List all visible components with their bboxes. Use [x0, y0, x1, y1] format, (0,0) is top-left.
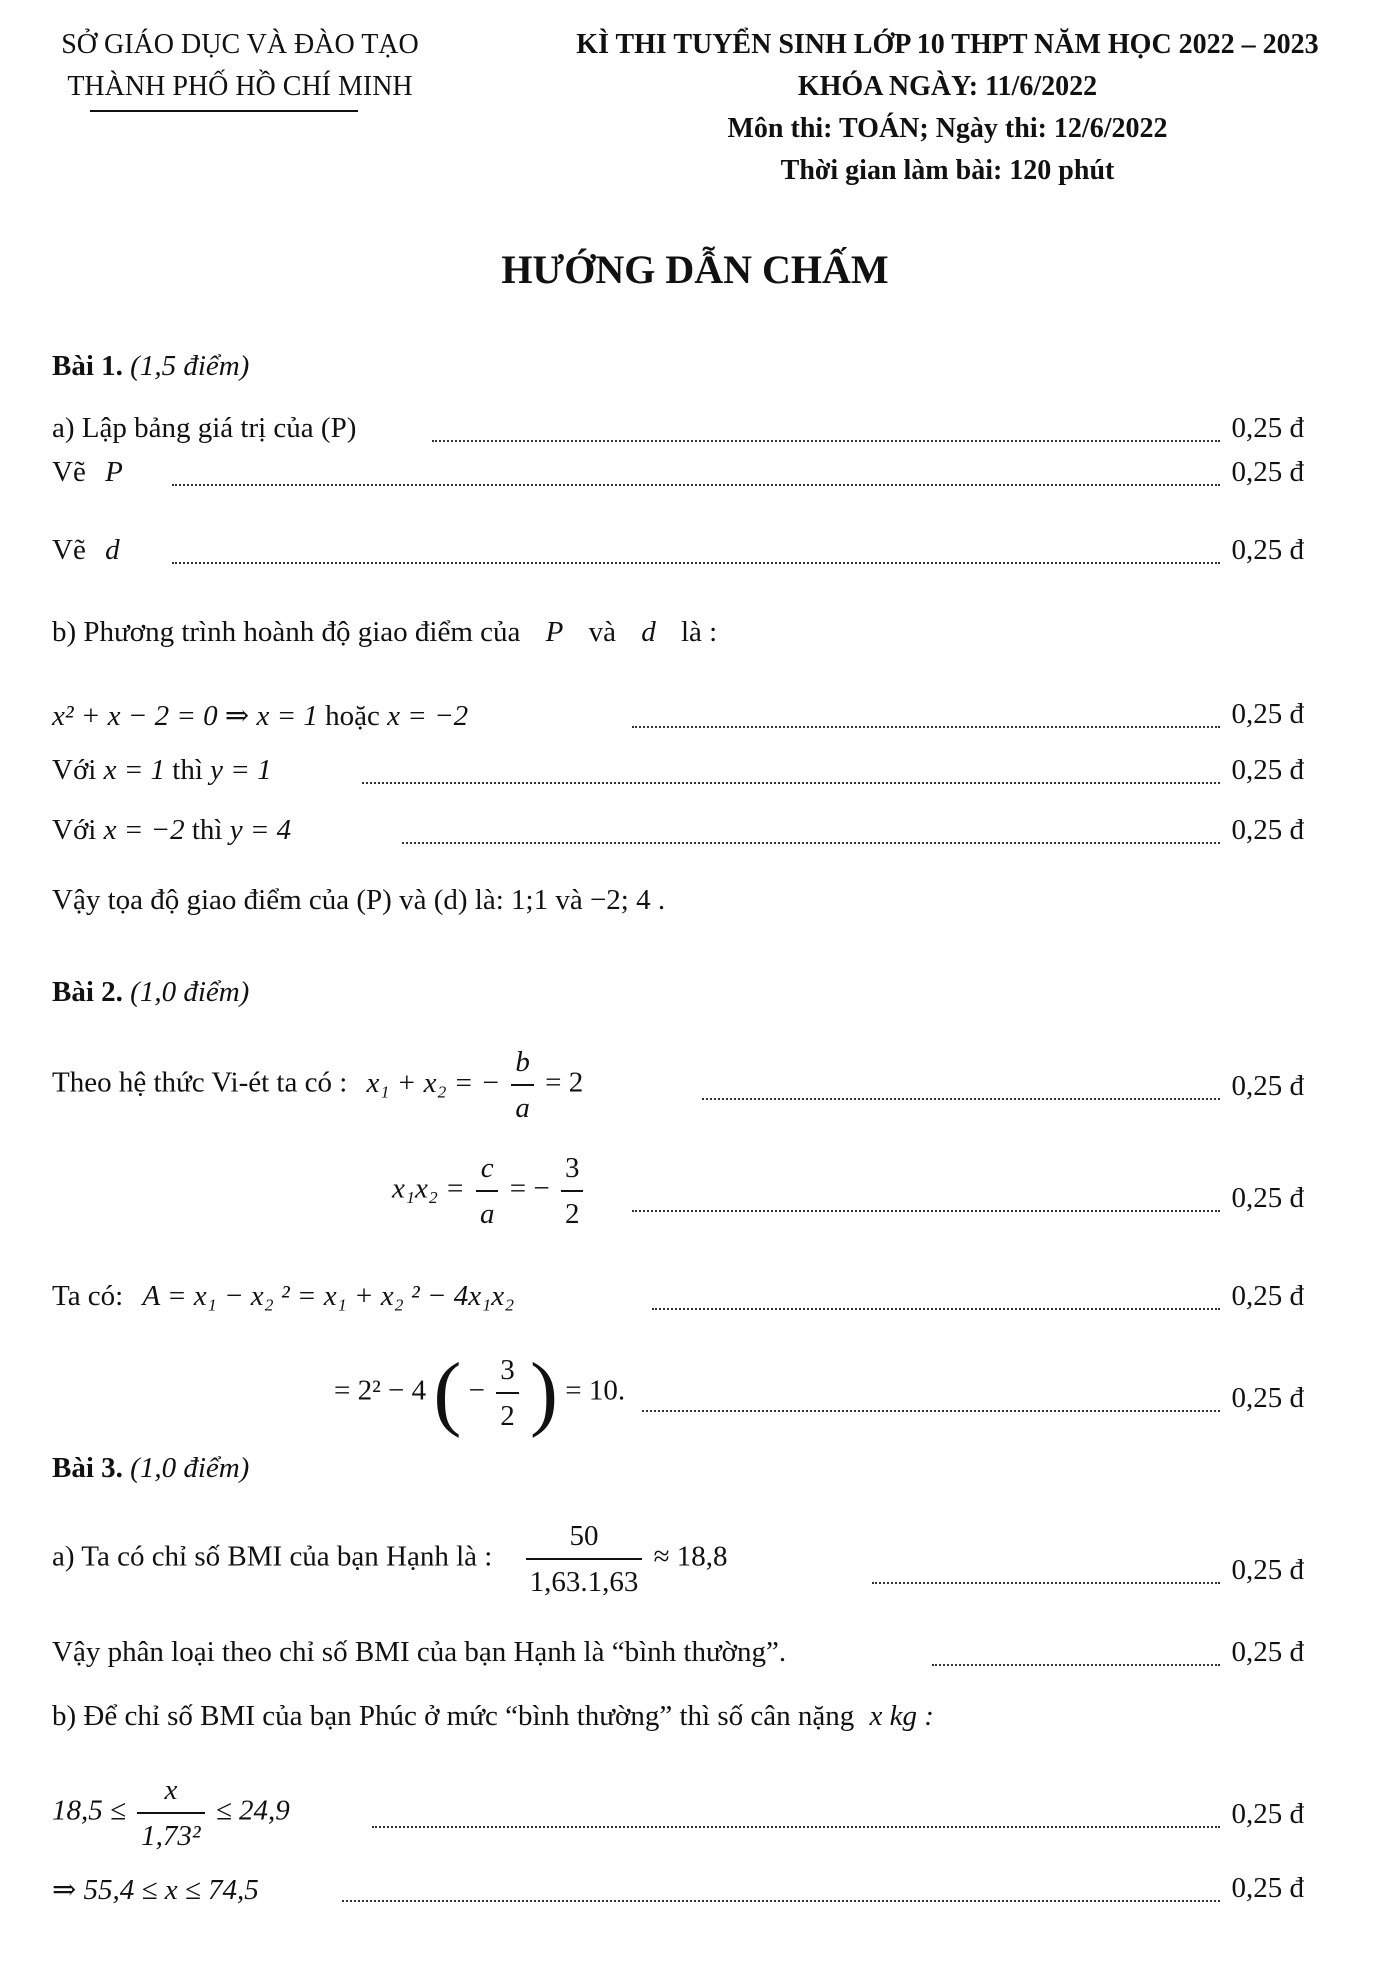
- dot-leader: [432, 440, 1220, 442]
- minus-sign: −: [468, 1374, 485, 1407]
- numerator: 50: [526, 1514, 643, 1560]
- fraction-3-over-2: [496, 1348, 519, 1438]
- denominator: 1,63.1,63: [529, 1566, 639, 1598]
- bai1-heading: [52, 350, 249, 383]
- then-word: thì: [172, 754, 203, 786]
- denominator: a: [515, 1092, 530, 1124]
- sum-lhs: x₁ + x₂ = −: [366, 1066, 501, 1099]
- p-symbol: P: [545, 616, 564, 648]
- exam-date: KHÓA NGÀY: 11/6/2022: [797, 71, 1098, 102]
- value-right: = 10.: [565, 1374, 626, 1407]
- dot-leader: [342, 1900, 1220, 1902]
- bmi-inequality-line: [52, 1768, 290, 1858]
- y-value: y = 4: [229, 814, 292, 846]
- point-value: 0,25 đ: [1231, 1280, 1304, 1312]
- x-value: x = −2: [103, 814, 185, 846]
- numerator: c: [476, 1146, 499, 1192]
- page-title: HƯỚNG DẪN CHẤM: [501, 247, 889, 292]
- ineq-right: ≤ 24,9: [215, 1794, 290, 1827]
- dot-leader: [402, 842, 1220, 844]
- header-left: [20, 24, 460, 108]
- weight-var: x kg :: [869, 1700, 934, 1732]
- ve-label: Vẽ: [52, 534, 86, 566]
- left-paren-icon: (: [433, 1346, 462, 1439]
- expression-a: A = x₁ − x₂ ² = x₁ + x₂ ² − 4x₁x₂: [142, 1280, 515, 1312]
- bai3-label: Bài 3.: [52, 1452, 123, 1484]
- fraction-c-over-a: [476, 1146, 499, 1236]
- right-paren-icon: ): [530, 1346, 558, 1439]
- bai1-a-text: a) Lập bảng giá trị của (P): [52, 412, 357, 444]
- point-value: 0,25 đ: [1231, 698, 1304, 730]
- with-word: Với: [52, 754, 97, 786]
- with-word: Với: [52, 814, 97, 846]
- vieta-sum-line: [52, 1040, 583, 1130]
- equation-root: x = −2: [387, 700, 469, 732]
- point-value: 0,25 đ: [1231, 456, 1304, 488]
- denominator: a: [479, 1198, 495, 1230]
- fraction-bmi: [526, 1514, 643, 1604]
- bai1-case1: [52, 754, 272, 787]
- p-symbol: P: [105, 456, 123, 488]
- dot-leader: [702, 1098, 1220, 1100]
- x-value: x = 1: [103, 754, 166, 786]
- bmi-approx: ≈ 18,8: [653, 1540, 728, 1573]
- point-value: 0,25 đ: [1231, 1554, 1304, 1586]
- numerator: x: [137, 1768, 204, 1814]
- ve-label: Vẽ: [52, 456, 86, 488]
- header-right: [520, 24, 1375, 192]
- bmi-hanh-line: [52, 1514, 728, 1604]
- bai1-label: Bài 1.: [52, 350, 123, 382]
- bai3-b-text: b) Để chỉ số BMI của bạn Phúc ở mức “bình thường” thì số cân nặng: [52, 1700, 855, 1732]
- product-lhs: x₁x₂ =: [392, 1172, 465, 1205]
- bai1-b-text: b) Phương trình hoành độ giao điểm của: [52, 616, 521, 648]
- point-value: 0,25 đ: [1231, 814, 1304, 846]
- bai1-score: (1,5 điểm): [130, 350, 250, 382]
- dot-leader: [872, 1582, 1220, 1584]
- city-name: THÀNH PHỐ HỒ CHÍ MINH: [67, 71, 413, 102]
- bai3-a-text: a) Ta có chỉ số BMI của bạn Hạnh là :: [52, 1540, 493, 1573]
- dot-leader: [932, 1664, 1220, 1666]
- dot-leader: [632, 1210, 1220, 1212]
- fraction-x-over-height: [137, 1768, 204, 1858]
- dot-leader: [642, 1410, 1220, 1412]
- classification-text: Vậy phân loại theo chỉ số BMI của bạn Hạnh là “bình thường”.: [52, 1636, 787, 1668]
- bai1-a-line: [52, 412, 356, 445]
- denominator: 2: [500, 1400, 515, 1432]
- fraction-3-over-2: [561, 1146, 584, 1236]
- fraction-b-over-a: [511, 1040, 534, 1130]
- d-symbol: d: [641, 616, 656, 648]
- expression-a-value: [334, 1348, 625, 1438]
- exam-name: KÌ THI TUYỂN SINH LỚP 10 THPT NĂM HỌC 2022 – 2023: [576, 29, 1319, 60]
- bai1-conclusion: Vậy tọa độ giao điểm của (P) và (d) là: 1;1 và −2; 4 .: [52, 884, 666, 916]
- expression-a-line: [52, 1280, 514, 1313]
- ineq-left: 18,5 ≤: [52, 1794, 126, 1827]
- bai3-score: (1,0 điểm): [130, 1452, 250, 1484]
- point-value: 0,25 đ: [1231, 1182, 1304, 1214]
- bai1-b-line: [52, 616, 717, 649]
- dot-leader: [172, 562, 1220, 564]
- final-range: ⇒ 55,4 ≤ x ≤ 74,5: [52, 1874, 259, 1906]
- bai1-ve-d: [52, 534, 120, 567]
- point-value: 0,25 đ: [1231, 1872, 1304, 1904]
- dot-leader: [172, 484, 1220, 486]
- bai1-ve-p: [52, 456, 123, 489]
- and-word: và: [588, 616, 616, 648]
- taco-text: Ta có:: [52, 1280, 124, 1312]
- denominator: 1,73²: [141, 1820, 201, 1852]
- d-symbol: d: [105, 534, 120, 566]
- is-word: là :: [680, 616, 718, 648]
- numerator: b: [511, 1040, 534, 1086]
- bai1-eq-line: [52, 698, 468, 733]
- point-value: 0,25 đ: [1231, 1798, 1304, 1830]
- header-underline: [90, 110, 358, 112]
- bai2-heading: [52, 976, 249, 1009]
- dot-leader: [372, 1826, 1220, 1828]
- vieta-text: Theo hệ thức Vi-ét ta có :: [52, 1066, 348, 1099]
- point-value: 0,25 đ: [1231, 412, 1304, 444]
- equation: x² + x − 2 = 0 ⇒ x = 1: [52, 700, 318, 732]
- bmi-classify-line: [52, 1636, 786, 1669]
- department-name: SỞ GIÁO DỤC VÀ ĐÀO TẠO: [61, 29, 419, 60]
- point-value: 0,25 đ: [1231, 1382, 1304, 1414]
- sum-rhs: = 2: [545, 1066, 584, 1099]
- dot-leader: [652, 1308, 1220, 1310]
- bai2-label: Bài 2.: [52, 976, 123, 1008]
- final-range-line: [52, 1872, 259, 1907]
- or-word: hoặc: [325, 700, 380, 732]
- vieta-product-line: [392, 1146, 587, 1236]
- dot-leader: [632, 726, 1220, 728]
- point-value: 0,25 đ: [1231, 1070, 1304, 1102]
- bai1-case2: [52, 814, 291, 847]
- duration-line: Thời gian làm bài: 120 phút: [780, 155, 1115, 186]
- point-value: 0,25 đ: [1231, 534, 1304, 566]
- point-value: 0,25 đ: [1231, 754, 1304, 786]
- then-word: thì: [191, 814, 223, 846]
- bai3-heading: [52, 1452, 249, 1485]
- dot-leader: [362, 782, 1220, 784]
- bai2-score: (1,0 điểm): [130, 976, 250, 1008]
- point-value: 0,25 đ: [1231, 1636, 1304, 1668]
- equals-minus: = −: [509, 1172, 550, 1205]
- numerator: 3: [496, 1348, 519, 1394]
- value-left: = 2² − 4: [334, 1374, 427, 1407]
- denominator: 2: [564, 1198, 580, 1230]
- subject-line: Môn thi: TOÁN; Ngày thi: 12/6/2022: [727, 113, 1168, 144]
- y-value: y = 1: [210, 754, 272, 786]
- bai3-b-line: [52, 1700, 934, 1733]
- numerator: 3: [561, 1146, 584, 1192]
